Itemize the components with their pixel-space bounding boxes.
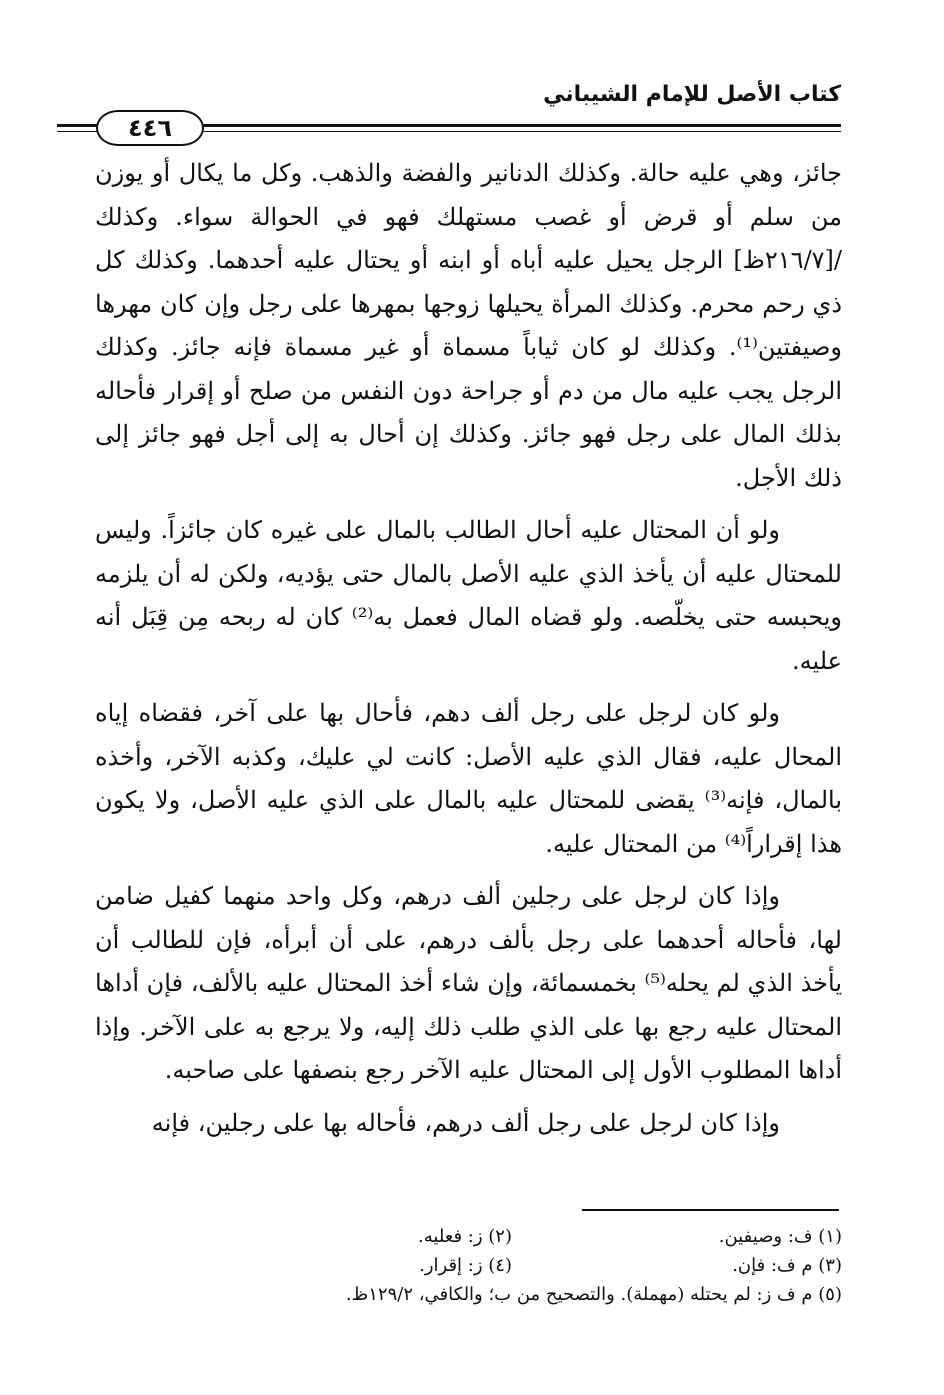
- footnote: (٣) م ف: فإن.: [732, 1255, 842, 1276]
- main-text: [95, 152, 842, 1154]
- header-rule-thin: [200, 131, 841, 132]
- paragraph: وإذا كان لرجل على رجلين ألف درهم، وكل واحد منهما كفيل ضامن لها، فأحاله أحدهما على رجل بألف درهم، على أن أبرأه، فإن للطالب أن يأخذ الذي لم يحله⁽⁵⁾ بخمسمائة، وإن شاء أخذ المحتال عليه بالألف، فإن أداها المحتال عليه رجع بها على الذي طلب ذلك إليه، ولا يرجع به على الآخر. وإذا أداها المطلوب الأول إلى المحتال عليه الآخر رجع بنصفها على صاحبه.: [95, 882, 842, 1084]
- paragraph: جائز، وهي عليه حالة. وكذلك الدنانير والفضة والذهب. وكل ما يكال أو يوزن من سلم أو قرض أو غصب مستهلك فهو في الحوالة سواء. وكذلك /[٢١٦/٧ظ] الرجل يحيل عليه أباه أو ابنه أو يحتال عليه أحدهما. وكذلك كل ذي رحم محرم. وكذلك المرأة يحيلها زوجها بمهرها على رجل وإن كان مهرها وصيفتين⁽¹⁾. وكذلك لو كان ثياباً مسماة أو غير مسماة فإنه جائز. وكذلك الرجل يجب عليه مال من دم أو جراحة دون النفس من صلح أو إقرار فأحاله بذلك المال على رجل فهو جائز. وكذلك إن أحال به إلى أجل فهو جائز إلى ذلك الأجل.: [95, 159, 842, 492]
- paragraph: ولو أن المحتال عليه أحال الطالب بالمال على غيره كان جائزاً. وليس للمحتال عليه أن يأخذ الذي عليه الأصل بالمال حتى يؤديه، ولكن له أن يلزمه ويحبسه حتى يخلّصه. ولو قضاه المال فعمل به⁽²⁾ كان له ربحه مِن قِبَل أنه عليه.: [95, 516, 843, 675]
- footnote-row: [95, 1222, 842, 1251]
- footnote-row: [95, 1251, 842, 1280]
- header-rule-left: [57, 124, 97, 127]
- header-rule: [200, 124, 841, 127]
- page-number: ٤٤٦: [128, 114, 172, 142]
- paragraph: ولو كان لرجل على رجل ألف دهم، فأحال بها على آخر، فقضاه إياه المحال عليه، فقال الذي عليه الأصل: كانت لي عليك، وكذبه الآخر، وأخذه بالمال، فإنه⁽³⁾ يقضى للمحتال عليه بالمال على الذي عليه الأصل، ولا يكون هذا إقراراً⁽⁴⁾ من المحتال عليه.: [95, 699, 843, 858]
- footnote-row: [95, 1280, 842, 1309]
- running-title: كتاب الأصل للإمام الشيباني: [543, 82, 841, 107]
- footnote: (٤) ز: إقرار.: [419, 1255, 512, 1276]
- paragraph: وإذا كان لرجل على رجل ألف درهم، فأحاله بها على رجلين، فإنه: [151, 1108, 780, 1137]
- footnote: (٥) م ف ز: لم يحتله (مهملة). والتصحيح من ب؛ والكافي، ١٢٩/٢ظ.: [345, 1284, 842, 1305]
- footnotes: [95, 1222, 842, 1309]
- footnote: (١) ف: وصيفين.: [718, 1226, 842, 1247]
- footnote: (٢) ز: فعليه.: [418, 1226, 512, 1247]
- header-rule-left-thin: [57, 131, 97, 132]
- page-number-frame: [96, 110, 204, 146]
- footnote-separator: [582, 1209, 839, 1211]
